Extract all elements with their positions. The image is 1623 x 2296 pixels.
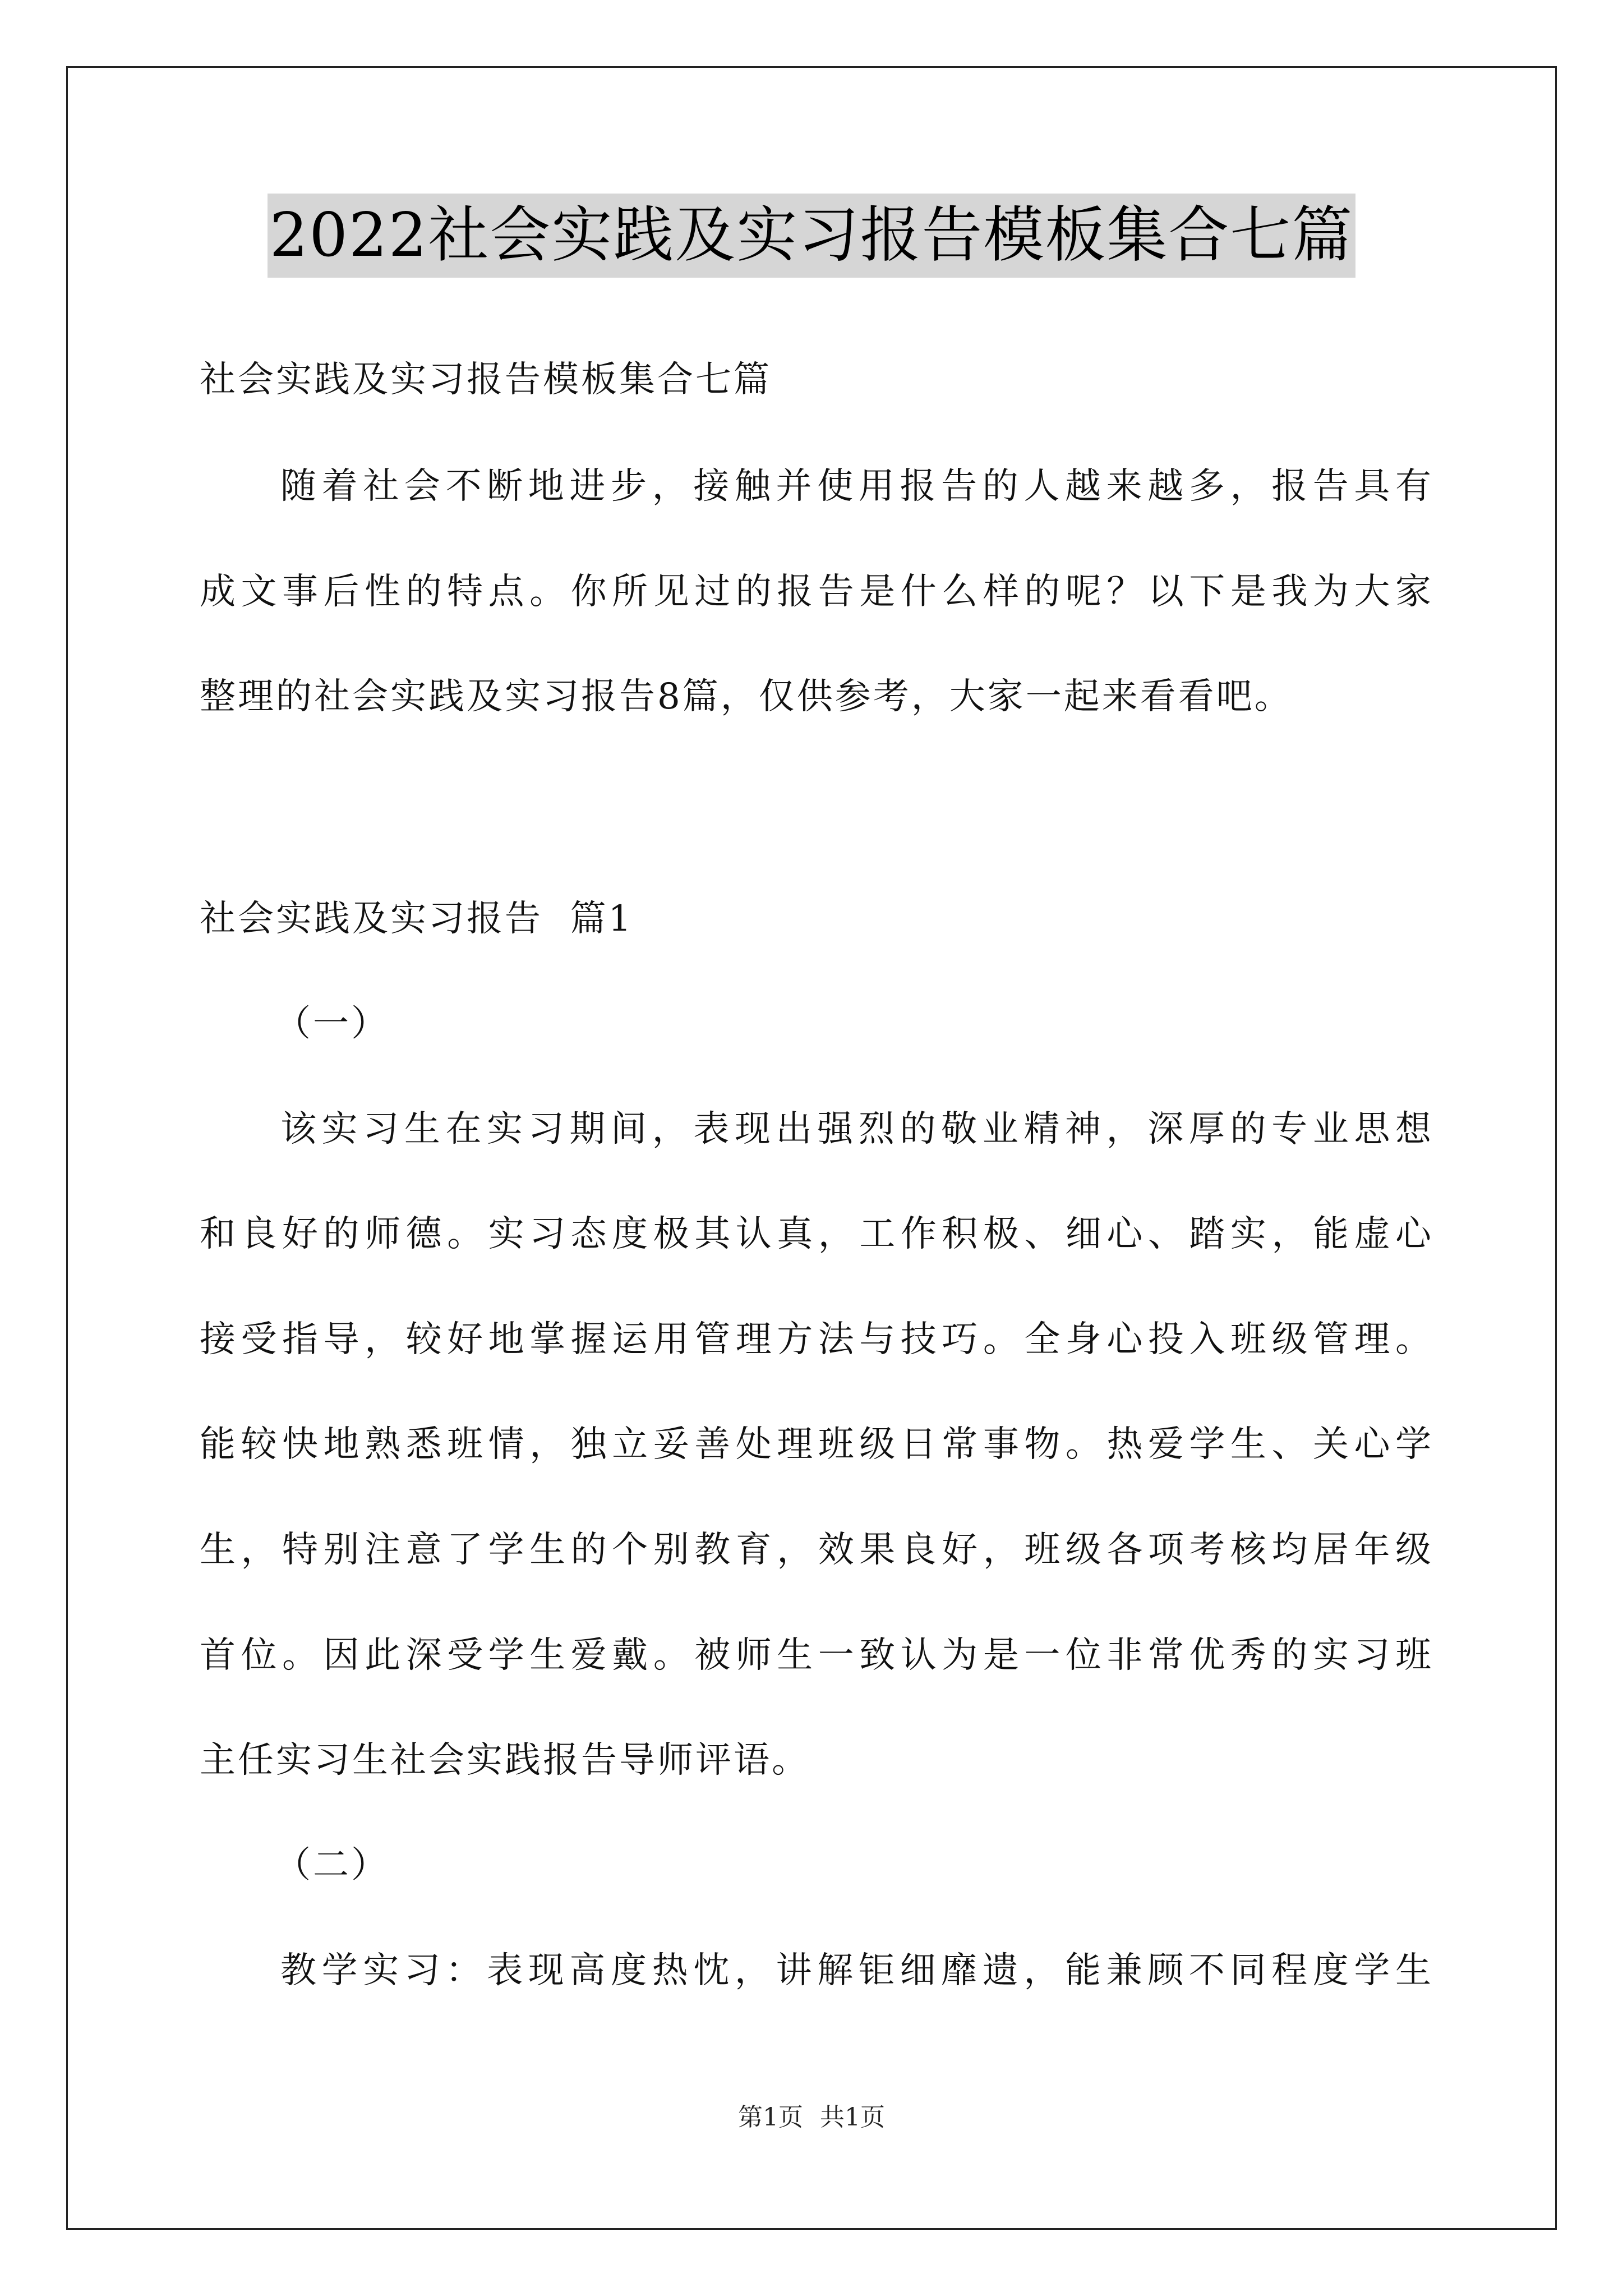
part1-line-5: 生，特别注意了学生的个别教育，效果良好，班级各项考核均居年级 <box>200 1529 1433 1571</box>
document-title: 2022社会实践及实习报告模板集合七篇 <box>268 194 1356 278</box>
part2-label: （二） <box>275 1844 389 1886</box>
part1-line-3: 接受指导，较好地掌握运用管理方法与技巧。全身心投入班级管理。 <box>200 1319 1433 1360</box>
intro-line-3: 整理的社会实践及实习报告8篇，仅供参考，大家一起来看看吧。 <box>200 676 1293 717</box>
intro-line-1: 随着社会不断地进步，接触并使用报告的人越来越多，报告具有 <box>280 466 1433 507</box>
part1-line-7: 主任实习生社会实践报告导师评语。 <box>200 1740 810 1781</box>
part2-line-1: 教学实习：表现高度热忱，讲解钜细靡遗，能兼顾不同程度学生 <box>280 1950 1433 1991</box>
part1-line-1: 该实习生在实习期间，表现出强烈的敬业精神，深厚的专业思想 <box>280 1108 1433 1150</box>
title-container <box>0 194 1623 278</box>
part1-label: （一） <box>275 1003 389 1045</box>
page-current: 第1页 <box>738 2103 803 2132</box>
intro-line-2: 成文事后性的特点。你所见过的报告是什么样的呢？以下是我为大家 <box>200 571 1433 613</box>
part1-line-6: 首位。因此深受学生爱戴。被师生一致认为是一位非常优秀的实习班 <box>200 1635 1433 1676</box>
document-subtitle: 社会实践及实习报告模板集合七篇 <box>200 359 772 401</box>
page-total: 共1页 <box>820 2103 885 2132</box>
section-heading: 社会实践及实习报告 篇1 <box>200 898 634 940</box>
part1-line-2: 和良好的师德。实习态度极其认真，工作积极、细心、踏实，能虚心 <box>200 1213 1433 1255</box>
part1-line-4: 能较快地熟悉班情，独立妥善处理班级日常事物。热爱学生、关心学 <box>200 1424 1433 1465</box>
page-footer <box>0 2101 1623 2134</box>
